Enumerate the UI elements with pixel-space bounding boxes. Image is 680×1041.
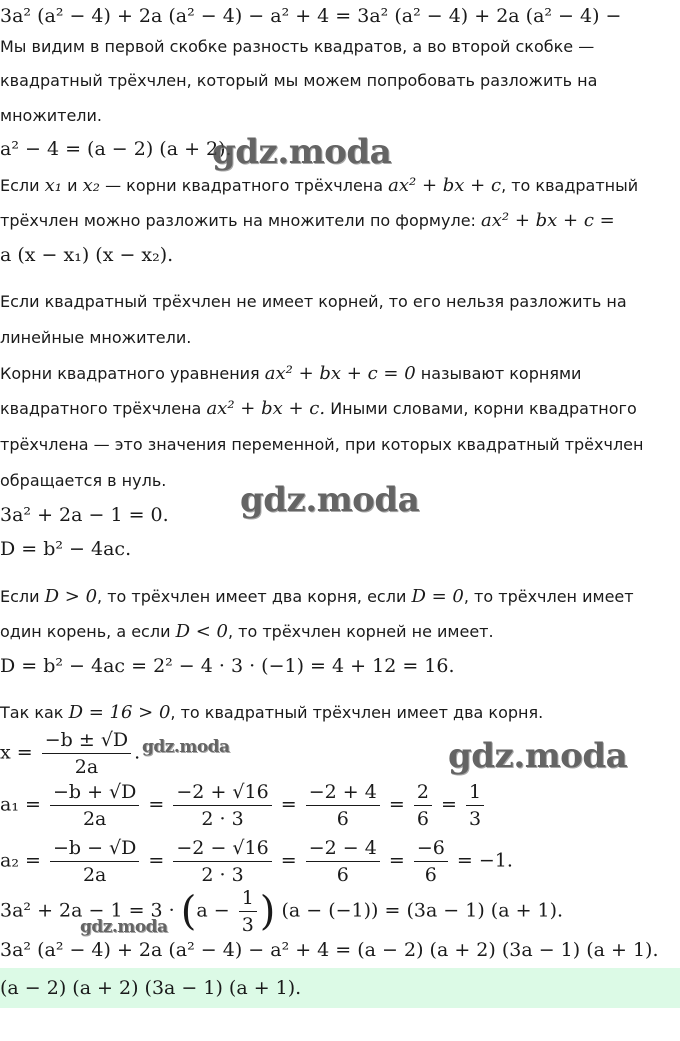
fraction (239, 886, 257, 937)
paragraph-line: линейные множители. (0, 328, 192, 347)
root-a2-line (0, 836, 513, 887)
close-paren: ) (259, 888, 276, 935)
math-span: ax² + bx + c = 0 (264, 363, 416, 384)
text-span: , то трёхчлен имеет (463, 587, 634, 606)
watermark: gdz.moda (80, 917, 168, 937)
paragraph-line-mixed (0, 622, 494, 642)
fraction-denominator: 2 · 3 (201, 864, 244, 886)
math-span: a − (196, 899, 230, 922)
fraction-denominator: 3 (468, 808, 482, 830)
text-span: Если (0, 587, 40, 606)
equation-line-5: D = b² − 4ac. (0, 538, 132, 560)
math-span: x = (0, 741, 33, 764)
paragraph-line-mixed (0, 176, 638, 196)
watermark: gdz.moda (240, 480, 420, 520)
text-span: Иными словами, корни квадратного (330, 399, 637, 418)
math-span: a₁ = (0, 793, 41, 816)
paragraph-line: Если квадратный трёхчлен не имеет корней, то его нельзя разложить на (0, 292, 627, 311)
paragraph-line-mixed (0, 587, 634, 607)
fraction-numerator: 2 (414, 780, 432, 806)
fraction-denominator: 2 · 3 (201, 808, 244, 830)
text-span: один корень, а если (0, 622, 171, 641)
text-span: Так как (0, 703, 64, 722)
paragraph-line: квадратный трёхчлен, который мы можем попробовать разложить на (0, 71, 598, 90)
open-paren: ( (180, 888, 197, 935)
equation-line-4: 3a² + 2a − 1 = 0. (0, 504, 169, 526)
paragraph-line-mixed (0, 364, 581, 384)
text-span: Если (0, 176, 40, 195)
fraction-numerator: −b + √D (50, 780, 139, 806)
math-span: D < 0 (175, 621, 228, 642)
fraction-denominator: 6 (416, 808, 429, 830)
math-span: ax² + bx + c = (481, 210, 615, 231)
math-span: D = 0 (411, 586, 464, 607)
paragraph-line: множители. (0, 106, 103, 125)
math-span: 3a² + 2a − 1 = 3 · (0, 899, 175, 922)
fraction-denominator: 3 (241, 914, 254, 936)
fraction (42, 728, 131, 779)
paragraph-line: Мы видим в первой скобке разность квадратов, а во второй скобке — (0, 37, 595, 56)
paragraph-line: обращается в нуль. (0, 471, 167, 490)
math-span: = (388, 793, 405, 816)
math-span: = (388, 849, 405, 872)
equation-line-9: 3a² (a² − 4) + 2a (a² − 4) − a² + 4 = (a − 2) (a + 2) (3a − 1) (a + 1). (0, 939, 659, 961)
fraction-denominator: 6 (424, 864, 437, 886)
watermark: gdz.moda (212, 132, 392, 172)
fraction (50, 780, 139, 831)
paragraph-line-mixed (0, 211, 615, 231)
math-span: ax² + bx + c (388, 175, 502, 196)
fraction-numerator: −b − √D (50, 836, 139, 862)
equation-line-3: a (x − x₁) (x − x₂). (0, 244, 174, 266)
fraction (50, 836, 139, 887)
fraction-numerator: −2 − 4 (306, 836, 380, 862)
fraction-numerator: −2 − √16 (173, 836, 271, 862)
fraction (306, 780, 380, 831)
math-span: = −1. (456, 849, 513, 872)
fraction-numerator: 1 (466, 780, 484, 806)
math-span: . (134, 741, 141, 764)
watermark: gdz.moda (448, 736, 628, 776)
text-span: трёхчлен можно разложить на множители по формуле: (0, 211, 476, 230)
math-span: x₂ (82, 175, 100, 196)
math-span: a₂ = (0, 849, 41, 872)
equation-line-6: D = b² − 4ac = 2² − 4 · 3 · (−1) = 4 + 12 = 16. (0, 655, 455, 677)
fraction (414, 780, 432, 831)
text-span: и (67, 176, 78, 195)
text-span: квадратного трёхчлена (0, 399, 202, 418)
text-span: называют корнями (420, 364, 582, 383)
fraction-denominator: 6 (336, 808, 349, 830)
math-span: x₁ (44, 175, 62, 196)
math-span: = (148, 793, 165, 816)
text-span: Корни квадратного уравнения (0, 364, 260, 383)
math-span: D > 0 (44, 586, 98, 607)
fraction (414, 836, 448, 887)
fraction-numerator: −b ± √D (42, 728, 131, 754)
math-span: = (280, 793, 297, 816)
math-span: ax² + bx + c. (206, 398, 326, 419)
math-span: D = 16 > 0 (68, 702, 171, 723)
paragraph-line: трёхчлена — это значения переменной, при которых квадратный трёхчлен (0, 435, 644, 454)
root-a1-line (0, 780, 487, 831)
fraction (173, 836, 271, 887)
fraction-numerator: −2 + √16 (173, 780, 271, 806)
fraction-numerator: −2 + 4 (306, 780, 380, 806)
fraction-denominator: 2a (74, 756, 99, 778)
fraction-denominator: 6 (336, 864, 349, 886)
fraction (466, 780, 484, 831)
paragraph-line-mixed (0, 399, 637, 419)
fraction-numerator: 1 (239, 886, 257, 912)
text-span: — корни квадратного трёхчлена (105, 176, 384, 195)
math-span: (a − (−1)) = (3a − 1) (a + 1). (281, 899, 564, 922)
roots-formula (0, 728, 140, 779)
answer-line: (a − 2) (a + 2) (3a − 1) (a + 1). (0, 977, 302, 999)
fraction (173, 780, 271, 831)
text-span: , то трёхчлен корней не имеет. (227, 622, 494, 641)
watermark: gdz.moda (142, 737, 230, 757)
text-span: , то квадратный (501, 176, 639, 195)
math-span: = (148, 849, 165, 872)
math-span: = (440, 793, 457, 816)
fraction-numerator: −6 (414, 836, 448, 862)
math-span: = (280, 849, 297, 872)
text-span: , то квадратный трёхчлен имеет два корня. (170, 703, 544, 722)
fraction (306, 836, 380, 887)
equation-line-2: a² − 4 = (a − 2) (a + 2). (0, 138, 232, 160)
paragraph-line-mixed (0, 703, 543, 723)
fraction-denominator: 2a (82, 808, 107, 830)
text-span: , то трёхчлен имеет два корня, если (97, 587, 407, 606)
equation-line-1: 3a² (a² − 4) + 2a (a² − 4) − a² + 4 = 3a² (a² − 4) + 2a (a² − 4) − (0, 5, 622, 27)
fraction-denominator: 2a (82, 864, 107, 886)
